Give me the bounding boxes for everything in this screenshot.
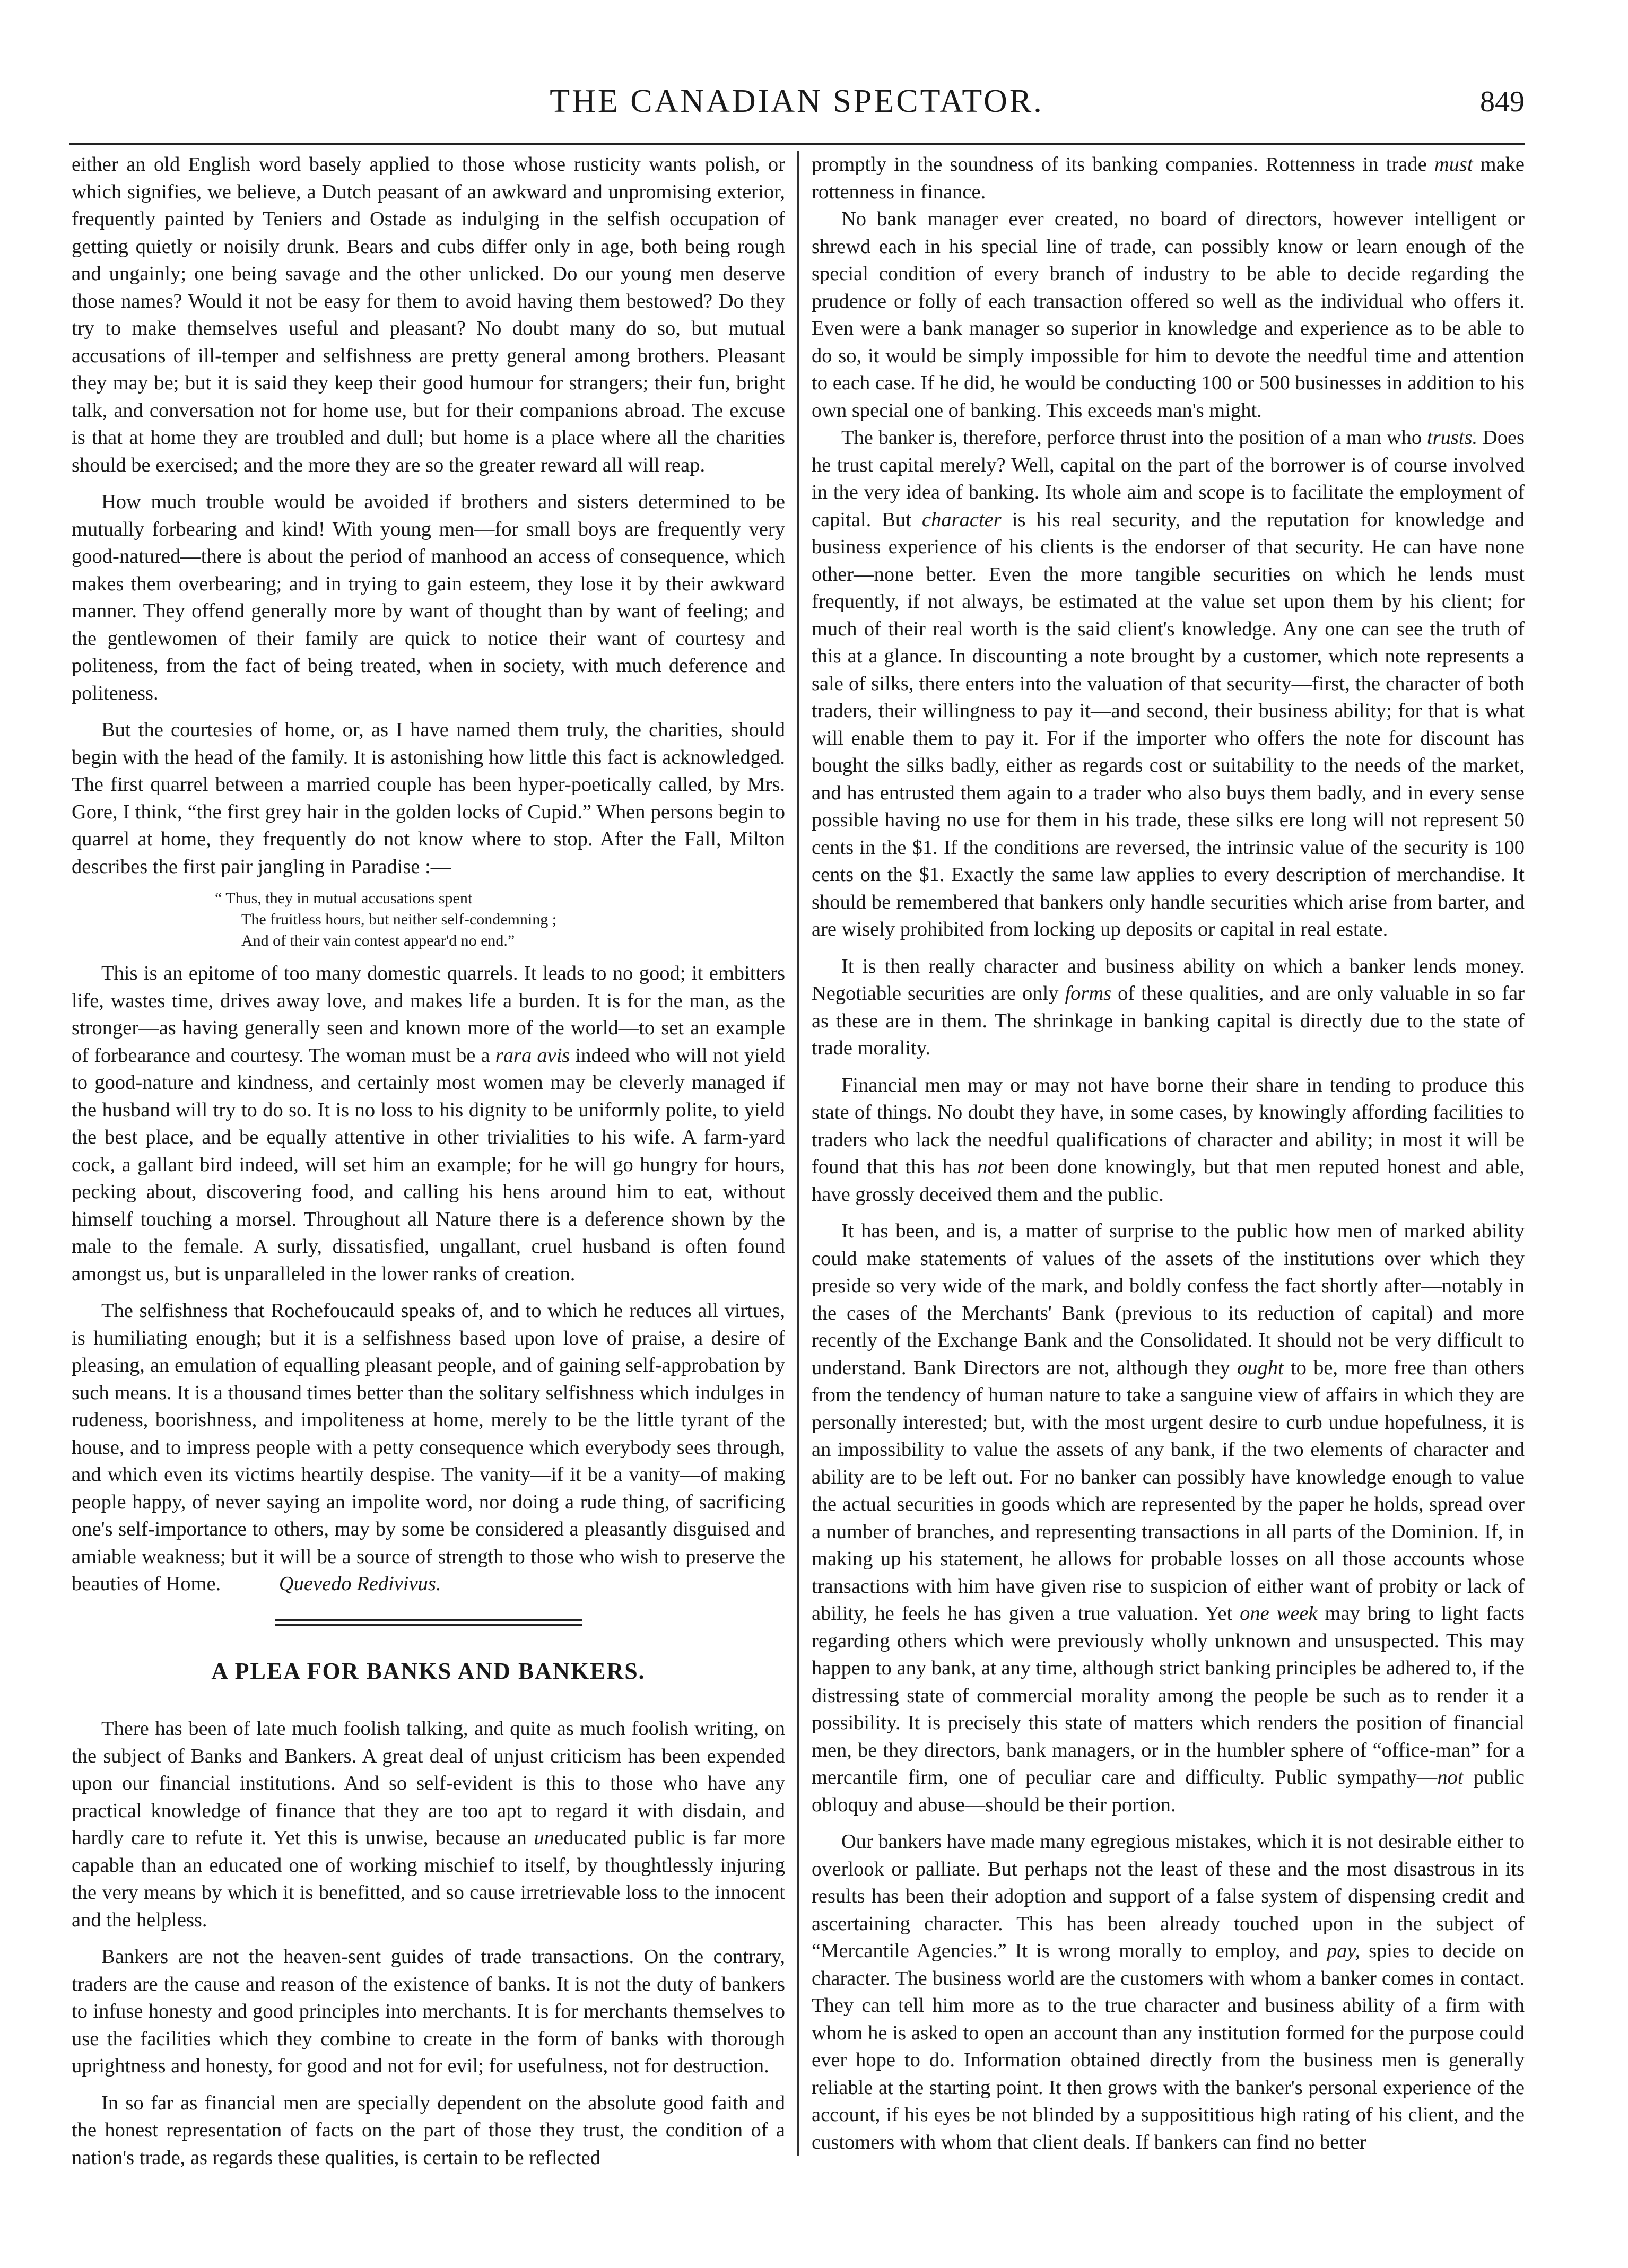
- paragraph: How much trouble would be avoided if brothers and sisters determined to be mutually forbearing and kind! With young men—for small boys are frequently very good-natured—there is about the period of manhood an access of consequence, which makes them overbearing; and in trying to gain esteem, they lose it by their awkward manner. They offend generally more by want of thought than by want of feeling; and the gentlewomen of their family are quick to notice their want of courtesy and politeness, from the fact of being treated, when in society, with much deference and politeness.: [72, 491, 785, 704]
- text-run: to be, more free than others from the tendency of human nature to take a sanguine view of affairs in which they are personally interested; but, with the most urgent desire to curb undue hopefulness, it is an impossibility to value the assets of any bank, if the two elements of character and ability are to be left out. For no banker can possibly have knowledge enough to value the actual securities in goods which are represented by the paper he holds, spread over a number of branches, and representing transactions in all parts of the Dominion. If, in making up his statement, he allows for probable losses on all those accounts whose transactions with him have given rise to suspicion of either want of probity or lack of ability, he feels he has given a true valuation. Yet: [812, 1356, 1525, 1625]
- verse-line: The fruitless hours, but neither self-condemning ;: [241, 911, 557, 928]
- publication-title: THE CANADIAN SPECTATOR.: [550, 83, 1044, 119]
- italic-text: un: [534, 1827, 554, 1849]
- italic-text: trusts.: [1426, 426, 1478, 449]
- text-run: indeed who will not yield to good-nature and kindness, and certainly most women may be cleverly managed if the husband will try to do so. It is no loss to his dignity to be uniformly polite, to yield the best place, and be equally attentive in other trivialities to his wife. A farm-yard cock, a gallant bird indeed, will set him an example; for he will go hungry for hours, pecking about, discovering food, and calling his hens around him to eat, without himself touching a morsel. Throughout all Nature there is a deference shown by the male to the female. A surly, dissatisfied, ungallant, cruel husband is often found amongst us, but is unparalleled in the lower ranks of creation.: [72, 1044, 786, 1285]
- text-run: may bring to light facts regarding others which were previously wholly unknown and unsuspected. This may happen to any bank, at any time, although strict banking principles be adhered to, if the distressing state of commercial morality among the people be such as to render it a possibility. It is precisely this state of matters which renders the position of financial men, be they directors, bank managers, or in the humbler sphere of “office-man” for a mercantile firm, one of peculiar care and difficulty. Public sympathy—: [812, 1602, 1525, 1789]
- italic-text: not: [1437, 1766, 1464, 1789]
- paragraph: No bank manager ever created, no board of directors, however intelligent or shrewd each in his special line of trade, can possibly know or learn enough of the special condition of every branch of industry to be able to decide regarding the prudence or folly of each transaction offered so well as the individual who offers it. Even were a bank manager so superior in knowledge and experience as to be able to do so, it would be simply impossible for him to devote the needful time and attention to each case. If he did, he would be conducting 100 or 500 businesses in addition to his own special one of banking. This exceeds man's might.: [812, 208, 1525, 422]
- paragraph: [812, 953, 1525, 1062]
- italic-text: one week: [1240, 1602, 1318, 1625]
- italic-text: not: [977, 1156, 1004, 1178]
- italic-text: pay,: [1327, 1940, 1361, 1962]
- text-run: There has been of late much foolish talking, and quite as much foolish writing, on the subject of Banks and Bankers. A great deal of unjust criticism has been expended upon our financial institutions. And so self-evident is this to those who have any practical knowledge of finance that they are too apt to regard it with disdain, and hardly care to refute it. Yet this is unwise, because an: [72, 1717, 785, 1849]
- paragraph: Bankers are not the heaven-sent guides of trade transactions. On the contrary, traders are the cause and reason of the existence of banks. It is not the duty of bankers to infuse honesty and good principles into merchants. It is for merchants themselves to use the facilities which they combine to create in the form of banks with thorough uprightness and honesty, for good and not for evil; for usefulness, not for destruction.: [72, 1946, 785, 2077]
- text-run: been done knowingly, but that men reputed honest and able, have grossly deceived them and the public.: [812, 1156, 1525, 1206]
- text-run: is his real security, and the reputation for knowledge and business experience of his clients is the endorser of that security. He can have none other—none better. Even the more tangible securities on which he lends must frequently, if not always, be estimated at the value set upon them by his client; for much of their real worth is the said client's knowledge. Any one can see the truth of this at a glance. In discounting a note brought by a customer, which note represents a sale of silks, there enters into the valuation of that security—first, the character of both traders, their willingness to pay it—and second, their business ability; for that is what will enable them to pay it. For if the importer who offers the note for discount has bought the silks badly, either as regards cost or suitability to the needs of the market, and has entrusted them again to a trader who also buys them badly, and in every sense possible having no use for them in his trade, these silks ere long will not represent 50 cents in the $1. If the conditions are reversed, the intrinsic value of the security is 100 cents on the $1. Exactly the same law applies to every description of merchandise. It should be remembered that bankers only handle securities which arise from barter, and are wisely prohibited from locking up deposits or capital in real estate.: [812, 508, 1525, 940]
- text-run: of these qualities, and are only valuable in so far as these are in them. The shrinkage in banking capital is directly due to the state of trade morality.: [812, 982, 1525, 1059]
- italic-text: ought: [1237, 1356, 1284, 1379]
- section-rule: [275, 1619, 582, 1626]
- paragraph: [812, 1218, 1525, 1819]
- article-title: A PLEA FOR BANKS AND BANKERS.: [211, 1658, 646, 1684]
- text-run: It has been, and is, a matter of surprise to the public how men of marked ability could make statements of values of the assets of the institutions over which they preside so very wide of the mark, and boldly confess the fact shortly after—notably in the cases of the Merchants' Bank (previous to its reduction of capital) and more recently of the Exchange Bank and the Consolidated. It should not be very difficult to understand. Bank Directors are not, although they: [812, 1220, 1525, 1379]
- italic-text: must: [1434, 153, 1473, 176]
- left-column: [72, 151, 785, 2171]
- page-header: [69, 80, 1525, 145]
- italic-text: character: [922, 508, 1002, 531]
- page-number: 849: [1480, 85, 1525, 118]
- paragraph: In so far as financial men are specially dependent on the absolute good faith and the honest representation of facts on the part of those they trust, the condition of a nation's trade, as regards these qualities, is certain to be reflected: [72, 2091, 785, 2169]
- paragraph: either an old English word basely applied to those whose rusticity wants polish, or which signifies, we believe, a Dutch peasant of an awkward and unpromising exterior, frequently painted by Teniers and Ostade as indulging in the selfish occupation of getting quietly or noisily drunk. Bears and cubs differ only in age, both being rough and ungainly; one being savage and the other unlicked. Do our young men deserve those names? Would it not be easy for them to avoid having them bestowed? Do they try to make themselves useful and pleasant? No doubt many do so, but mutual accusations of ill-temper and selfishness are pretty general among brothers. Pleasant they may be; but it is said they keep their good humour for strangers; their fun, bright talk, and conversation not for home use, but for their companions abroad. The excuse is that at home they are troubled and dull; but home is a place where all the charities should be exercised; and the more they are so the greater reward all will reap.: [72, 153, 785, 476]
- verse-line: “ Thus, they in mutual accusations spent: [215, 889, 473, 907]
- paragraph: [72, 960, 785, 1288]
- text-run: It is then really character and business ability on which a banker lends money. Negotiable securities are only: [812, 955, 1525, 1005]
- paragraph: But the courtesies of home, or, as I have named them truly, the charities, should begin with the head of the family. It is astonishing how little this fact is acknowledged. The first quarrel between a married couple has been hyper-poetically called, by Mrs. Gore, I think, “the first grey hair in the golden locks of Cupid.” When persons begin to quarrel at home, they frequently do not know where to stop. After the Fall, Milton describes the first pair jangling in Paradise :—: [72, 719, 785, 878]
- poem-quotation: [72, 888, 785, 952]
- paragraph: [72, 1715, 785, 1934]
- text-run: promptly in the soundness of its banking companies. Rottenness in trade: [812, 153, 1427, 176]
- text-run: public obloquy and abuse—should be their portion.: [812, 1766, 1525, 1816]
- paragraph: [812, 151, 1525, 206]
- italic-text: rara avis: [495, 1044, 570, 1067]
- right-column: [812, 151, 1525, 2156]
- text-run: Our bankers have made many egregious mistakes, which it is not desirable either to overlook or palliate. But perhaps not the least of these and the most disastrous in its results has been their adoption and support of a false system of dispensing credit and ascertaining character. This has been already touched upon in the subject of “Mercantile Agencies.” It is wrong morally to employ, and: [812, 1830, 1525, 1962]
- text-run: Financial men may or may not have borne their share in tending to produce this state of things. No doubt they have, in some cases, by knowingly affording facilities to traders who lack the needful qualifications of character and ability; in most it will be found that this has: [812, 1074, 1525, 1178]
- paragraph: [812, 1828, 1525, 2156]
- paragraph: [812, 424, 1525, 944]
- text-run: spies to decide on character. The business world are the customers with whom a banker comes in contact. They can tell him more as to the true character and business ability of a firm with whom he is asked to open an account than any institution formed for the purpose could ever hope to do. Information obtained directly from the business men is generally reliable at the starting point. It then grows with the banker's personal experience of the account, if his eyes be not blinded by a supposititious high rating of his client, and the customers with whom that client deals. If bankers can find no better: [812, 1940, 1525, 2153]
- author-signature: Quevedo Redivivus.: [278, 1573, 441, 1595]
- italic-text: forms: [1065, 982, 1112, 1005]
- text-run: Does he trust capital merely? Well, capital on the part of the borrower is of course involved in the very idea of banking. Its whole aim and scope is to facilitate the employment of capital. But: [812, 426, 1525, 531]
- paragraph: [72, 1297, 785, 1598]
- column-divider: [797, 151, 799, 2156]
- text-run: make rottenness in finance.: [812, 153, 1525, 203]
- paragraph: [812, 1072, 1525, 1209]
- text-run: The banker is, therefore, perforce thrust into the position of a man who: [841, 426, 1422, 449]
- text-run: This is an epitome of too many domestic quarrels. It leads to no good; it embitters life, wastes time, drives away love, and makes life a burden. It is for the man, as the stronger—as having generally seen and known more of the world—to set an example of forbearance and courtesy. The woman must be a: [72, 962, 785, 1067]
- text-run: educated public is far more capable than an educated one of working mischief to itself, by thoughtlessly injuring the very means by which it is benefitted, and so cause irretrievable loss to the innocent and the helpless.: [72, 1827, 786, 1931]
- text-run: The selfishness that Rochefoucauld speaks of, and to which he reduces all virtues, is humiliating enough; but it is a selfishness based upon love of praise, a desire of pleasing, an emulation of equalling pleasant people, and of gaining self-approbation by such means. It is a thousand times better than the solitary selfishness which indulges in rudeness, boorishness, and impoliteness at home, merely to be the little tyrant of the house, and to impress people with a petty consequence which everybody sees through, and which even its victims heartily despise. The vanity—if it be a vanity—of making people happy, of never saying an impolite word, nor doing a rude thing, of sacrificing one's self-importance to others, may by some be considered a pleasantly disguised and amiable weakness; but it will be a source of strength to those who wish to preserve the beauties of Home.: [72, 1299, 785, 1595]
- verse-line: And of their vain contest appear'd no end.”: [241, 932, 515, 949]
